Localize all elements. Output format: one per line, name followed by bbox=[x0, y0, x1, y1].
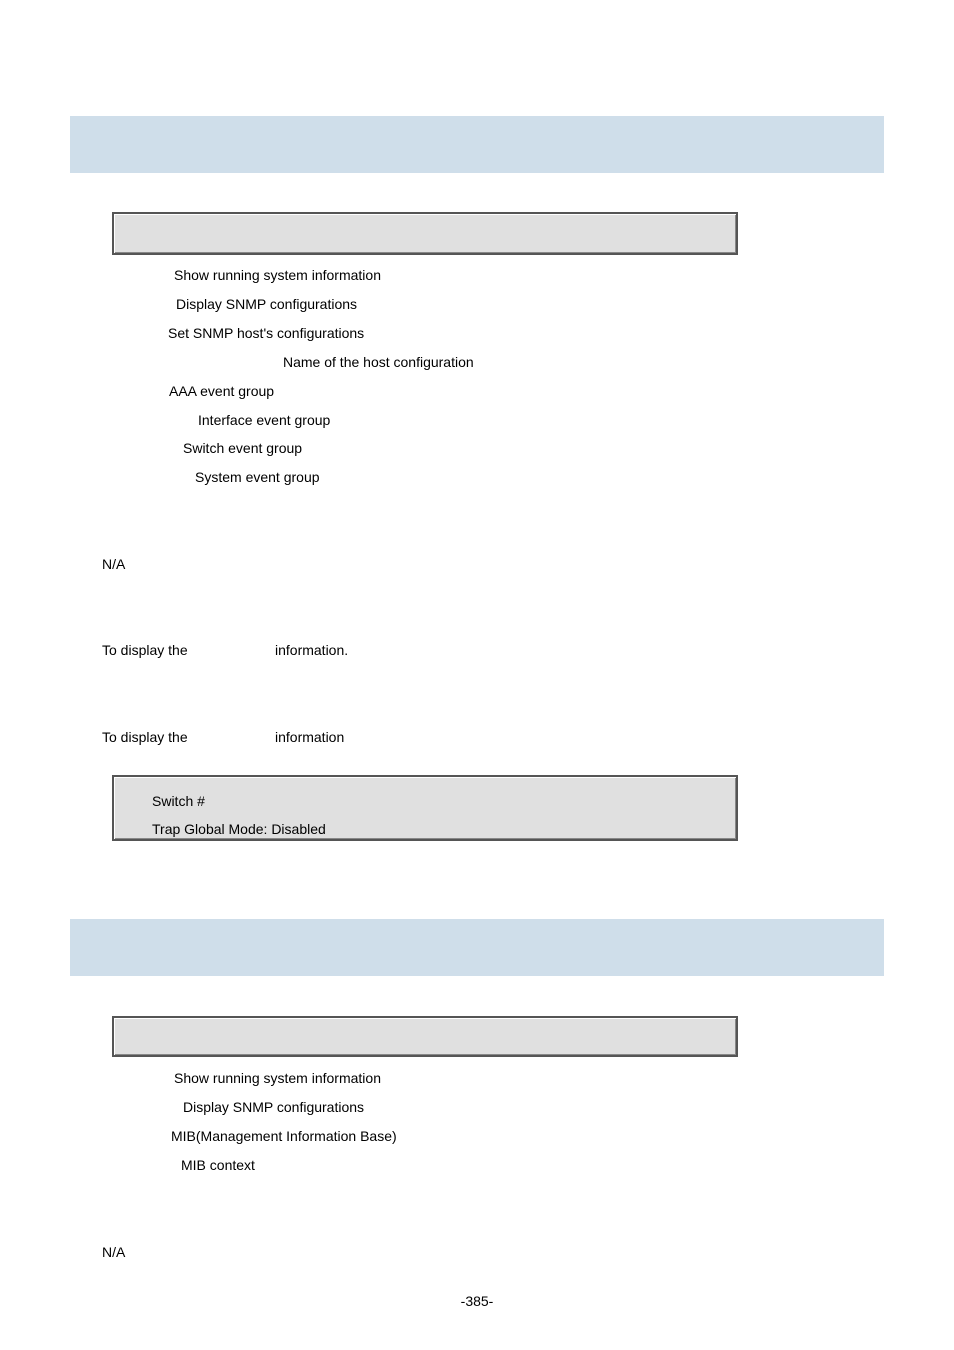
param-desc: System event group bbox=[195, 469, 320, 485]
param-desc: Show running system information bbox=[174, 1070, 381, 1086]
section-heading-band bbox=[70, 116, 884, 173]
section-heading-band bbox=[70, 919, 884, 976]
example-text-end: information bbox=[275, 729, 345, 745]
param-desc: MIB(Management Information Base) bbox=[171, 1128, 397, 1144]
command-syntax-box bbox=[112, 212, 738, 255]
param-desc: Switch event group bbox=[183, 440, 303, 456]
param-desc: Display SNMP configurations bbox=[176, 296, 358, 312]
param-desc: Interface event group bbox=[198, 412, 331, 428]
param-desc: Name of the host configuration bbox=[283, 354, 474, 370]
example-output-line: Switch # bbox=[152, 793, 205, 809]
default-value: N/A bbox=[102, 556, 126, 572]
page-number: -385- bbox=[460, 1293, 494, 1309]
command-syntax-box bbox=[112, 1016, 738, 1057]
example-output-line: Trap Global Mode: Disabled bbox=[152, 821, 326, 837]
param-desc: Set SNMP host's configurations bbox=[168, 325, 365, 341]
usage-text-end: information. bbox=[275, 642, 349, 658]
param-desc: MIB context bbox=[181, 1157, 255, 1173]
param-desc: Display SNMP configurations bbox=[183, 1099, 365, 1115]
default-value: N/A bbox=[102, 1244, 126, 1260]
param-desc: Show running system information bbox=[174, 267, 381, 283]
param-desc: AAA event group bbox=[169, 383, 275, 399]
usage-text-start: To display the bbox=[102, 642, 188, 658]
example-output-box bbox=[112, 775, 738, 841]
example-text-start: To display the bbox=[102, 729, 188, 745]
